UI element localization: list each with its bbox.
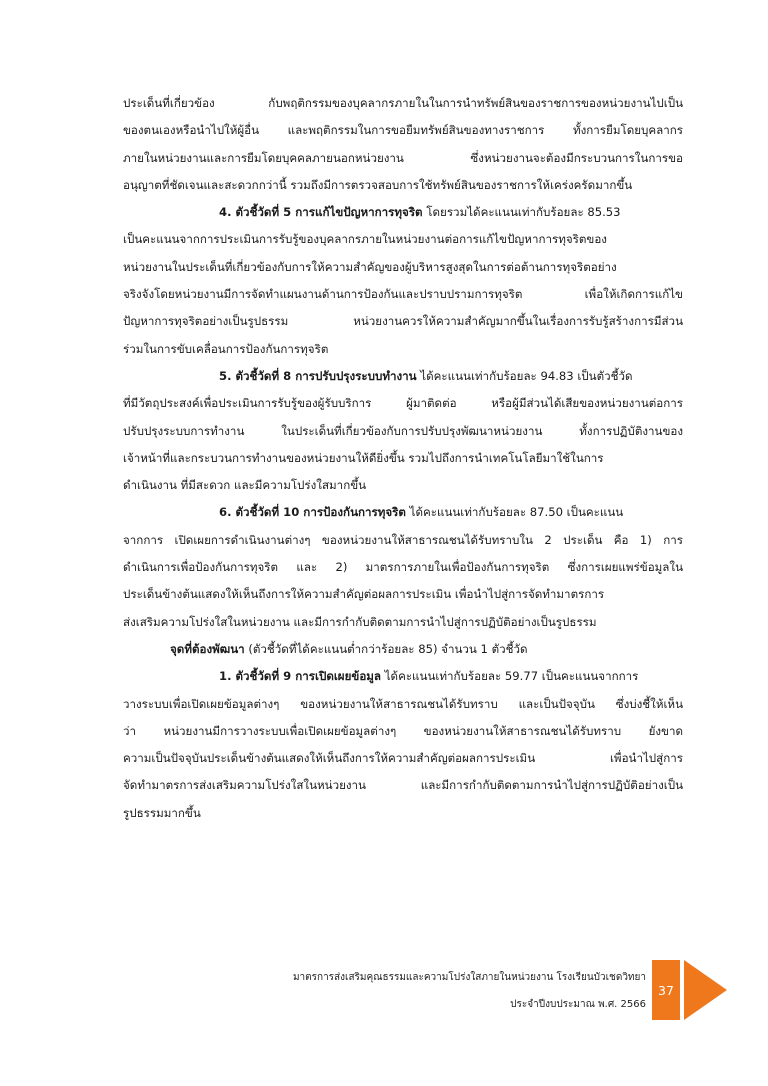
text-line: ภายในหน่วยงานและการยืมโดยบุคคลภายนอกหน่วยงาน ซึ่งหน่วยงานจะต้องมีกระบวนการในการขอ [123, 150, 683, 165]
indicator-5-score: โดยรวมได้คะแนนเท่ากับร้อยละ 85.53 [422, 205, 621, 220]
indicator-10-heading: 6. ตัวชี้วัดที่ 10 การป้องกันการทุจริต [219, 505, 406, 520]
text-line: ของตนเองหรือนำไปให้ผู้อื่น และพฤติกรรมในการขอยืมทรัพย์สินของทางราชการ ทั้งการยืมโดยบุคลากร [123, 123, 683, 138]
indicator-8-score: ได้คะแนนเท่ากับร้อยละ 94.83 เป็นตัวชี้วัด [416, 368, 633, 383]
footer-text [246, 964, 646, 1018]
improvement-heading: จุดที่ต้องพัฒนา [170, 641, 245, 656]
text-line: ปัญหาการทุจริตอย่างเป็นรูปธรรม หน่วยงานควรให้ความสำคัญมากขึ้นในเรื่องการรับรู้สร้างการมีส่วน [123, 314, 683, 329]
indicator-9-score: ได้คะแนนเท่ากับร้อยละ 59.77 เป็นคะแนนจากการ [381, 669, 639, 684]
text-line: ว่า หน่วยงานมีการวางระบบเพื่อเปิดเผยข้อมูลต่างๆ ของหน่วยงานให้สาธารณชนได้รับทราบ ยังขาด [123, 723, 683, 738]
improvement-note: (ตัวชี้วัดที่ได้คะแนนต่ำกว่าร้อยละ 85) จำนวน 1 ตัวชี้วัด [244, 641, 528, 656]
text-line: ปรับปรุงระบบการทำงาน ในประเด็นที่เกี่ยวข้องกับการปรับปรุงพัฒนาหน่วยงาน ทั้งการปฏิบัติงานของ [123, 423, 683, 438]
indicator-8-heading: 5. ตัวชี้วัดที่ 8 การปรับปรุงระบบทำงาน [219, 368, 417, 383]
indicator-9-line [123, 663, 683, 690]
text-line: หน่วยงานในประเด็นที่เกี่ยวข้องกับการให้ความสำคัญของผู้บริหารสูงสุดในการต่อต้านการทุจริตอย่าง [123, 259, 617, 274]
indicator-10-score: ได้คะแนนเท่ากับร้อยละ 87.50 เป็นคะแนน [405, 505, 624, 520]
text-line: ประเด็นที่เกี่ยวข้อง กับพฤติกรรมของบุคลากรภายในในการนำทรัพย์สินของราชการของหน่วยงานไปเป็น [123, 96, 683, 110]
footer-fiscal-year: ประจำปีงบประมาณ พ.ศ. 2566 [510, 999, 646, 1010]
indicator-9-heading: 1. ตัวชี้วัดที่ 9 การเปิดเผยข้อมูล [219, 669, 382, 684]
footer-title: มาตรการส่งเสริมคุณธรรมและความโปร่งใสภายในหน่วยงาน โรงเรียนบัวเชดวิทยา [292, 972, 646, 983]
text-line: จัดทำมาตรการส่งเสริมความโปร่งใสในหน่วยงาน และมีการกำกับติดตามการนำไปสู่การปฏิบัติอย่างเป็น [123, 778, 683, 793]
page-number-box [652, 960, 680, 1020]
text-line: จริงจังโดยหน่วยงานมีการจัดทำแผนงานด้านการป้องกันและปราบปรามการทุจริต เพื่อให้เกิดการแก้ไข [123, 287, 683, 302]
indicator-8-line [123, 363, 683, 390]
text-line: ร่วมในการขับเคลื่อนการป้องกันการทุจริต [123, 341, 329, 356]
page-footer [0, 960, 768, 1020]
text-line: ดำเนินงาน ที่มีสะดวก และมีความโปร่งใสมากขึ้น [123, 478, 367, 493]
text-line: ประเด็นข้างต้นแสดงให้เห็นถึงการให้ความสำคัญต่อผลการประเมิน เพื่อนำไปสู่การจัดทำมาตรการ [123, 587, 605, 602]
indicator-5-heading: 4. ตัวชี้วัดที่ 5 การแก้ไขปัญหาการทุจริต [219, 205, 423, 220]
text-line: เป็นคะแนนจากการประเมินการรับรู้ของบุคลากรภายในหน่วยงานต่อการแก้ไขปัญหาการทุจริตของ [123, 232, 607, 247]
indicator-10-line [123, 499, 683, 526]
page-number: 37 [658, 982, 674, 998]
text-line: วางระบบเพื่อเปิดเผยข้อมูลต่างๆ ของหน่วยงานให้สาธารณชนได้รับทราบ และเป็นปัจจุบัน ซึ่งบ่งชี้ให้เห็น [123, 696, 683, 711]
text-line: อนุญาตที่ชัดเจนและสะดวกกว่านี้ รวมถึงมีการตรวจสอบการใช้ทรัพย์สินของราชการให้เคร่งครัดมากขึ้น [123, 177, 633, 192]
arrow-right-icon [684, 960, 727, 1020]
text-line: ความเป็นปัจจุบันประเด็นข้างต้นแสดงให้เห็นถึงการให้ความสำคัญต่อผลการประเมิน เพื่อนำไปสู่การ [123, 751, 683, 766]
text-line: รูปธรรมมากขึ้น [123, 805, 201, 820]
page-body [123, 90, 683, 827]
indicator-5-line [123, 199, 683, 226]
text-line: ดำเนินการเพื่อป้องกันการทุจริต และ 2) มาตรการภายในเพื่อป้องกันการทุจริต ซึ่งการเผยแพร่ข้อมูลใน [123, 560, 683, 575]
text-line: ที่มีวัตถุประสงค์เพื่อประเมินการรับรู้ของผู้รับบริการ ผู้มาติดต่อ หรือผู้มีส่วนได้เสียของหน่วยงานต่อการ [123, 396, 683, 411]
text-line: จากการ เปิดเผยการดำเนินงานต่างๆ ของหน่วยงานให้สาธารณชนได้รับทราบใน 2 ประเด็น คือ 1) การ [123, 532, 683, 547]
text-line: ส่งเสริมความโปร่งใสในหน่วยงาน และมีการกำกับติดตามการนำไปสู่การปฏิบัติอย่างเป็นรูปธรรม [123, 614, 597, 629]
improvement-line [123, 636, 683, 663]
text-line: เจ้าหน้าที่และกระบวนการทำงานของหน่วยงานให้ดียิ่งขึ้น รวมไปถึงการนำเทคโนโลยีมาใช้ในการ [123, 450, 604, 465]
